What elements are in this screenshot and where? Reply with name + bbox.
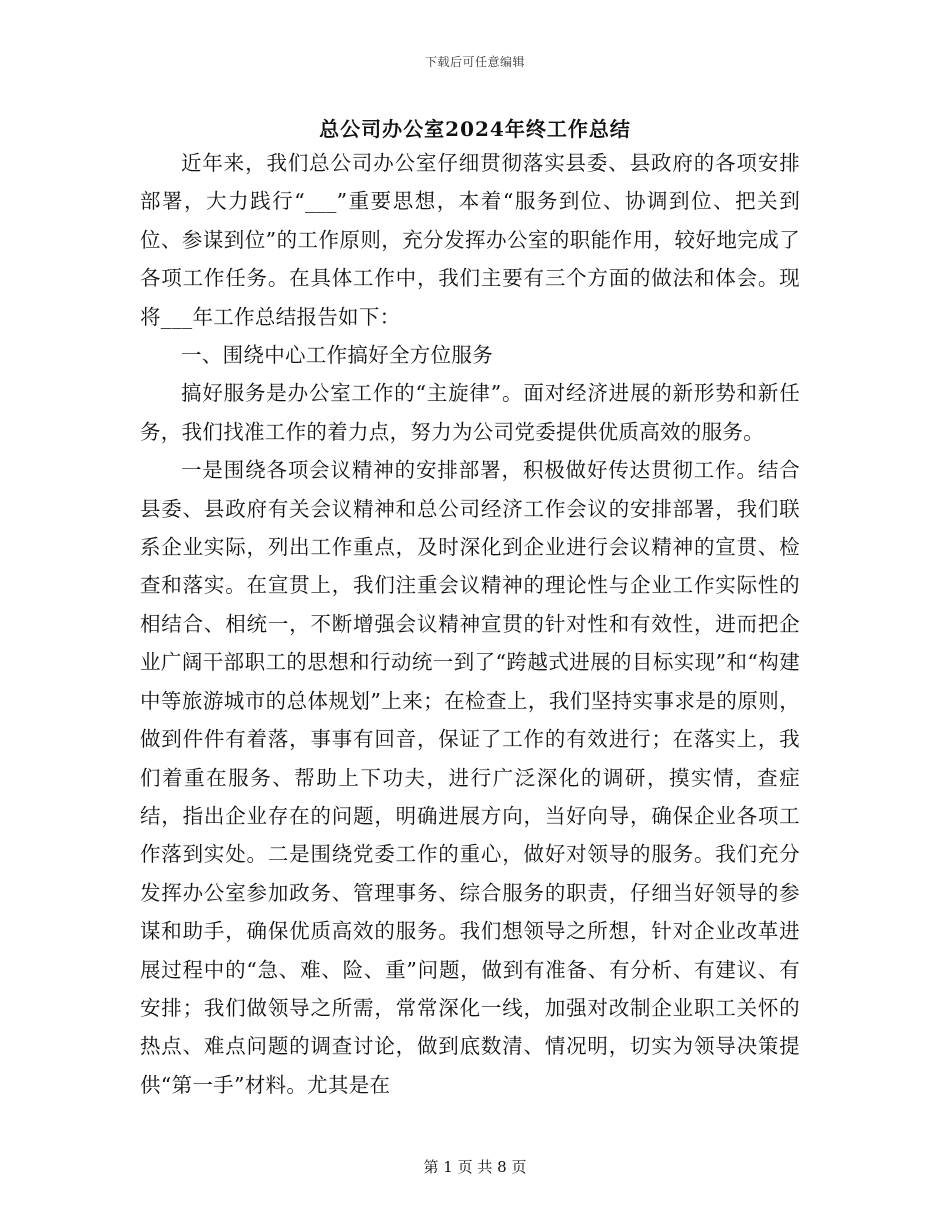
paragraph-intro: 近年来，我们总公司办公室仔细贯彻落实县委、县政府的各项安排部署，大力践行“___”重要思想，本着“服务到位、协调到位、把关到位、参谋到位”的工作原则，充分发挥办公室的职能作用，较好地完成了各项工作任务。在具体工作中，我们主要有三个方面的做法和体会。现将___年工作总结报告如下： <box>140 151 800 329</box>
section-heading: 一、围绕中心工作搞好全方位服务 <box>181 343 493 368</box>
paragraph-details: 一是围绕各项会议精神的安排部署，积极做好传达贯彻工作。结合县委、县政府有关会议精神和总公司经济工作会议的安排部署，我们联系企业实际，列出工作重点，及时深化到企业进行会议精神的宣贯、检查和落实。在宣贯上，我们注重会议精神的理论性与企业工作实际性的相结合、相统一，不断增强会议精神宣贯的针对性和有效性，进而把企业广阔干部职工的思想和行动统一到了“跨越式进展的目标实现”和“构建中等旅游城市的总体规划”上来；在检查上，我们坚持实事求是的原则，做到件件有着落，事事有回音，保证了工作的有效进行；在落实上，我们着重在服务、帮助上下功夫，进行广泛深化的调研，摸实情，查症结，指出企业存在的问题，明确进展方向，当好向导，确保企业各项工作落到实处。二是围绕党委工作的重心，做好对领导的服务。我们充分发挥办公室参加政务、管理事务、综合服务的职责，仔细当好领导的参谋和助手，确保优质高效的服务。我们想领导之所想，针对企业改革进展过程中的“急、难、险、重”问题，做到有准备、有分析、有建议、有安排；我们做领导之所需，常常深化一线，加强对改制企业职工关怀的热点、难点问题的调查讨论，做到底数清、情况明，切实为领导决策提供“第一手”材料。尤其是在 <box>140 458 800 1097</box>
document-title: 总公司办公室2024年终工作总结 <box>319 117 631 141</box>
document-body <box>140 144 800 1104</box>
paragraph-service: 搞好服务是办公室工作的“主旋律”。面对经济进展的新形势和新任务，我们找准工作的着力点，努力为公司党委提供优质高效的服务。 <box>140 381 800 444</box>
header-note: 下载后可任意编辑 <box>424 55 525 69</box>
page-footer: 第 1 页 共 8 页 <box>423 1158 527 1176</box>
